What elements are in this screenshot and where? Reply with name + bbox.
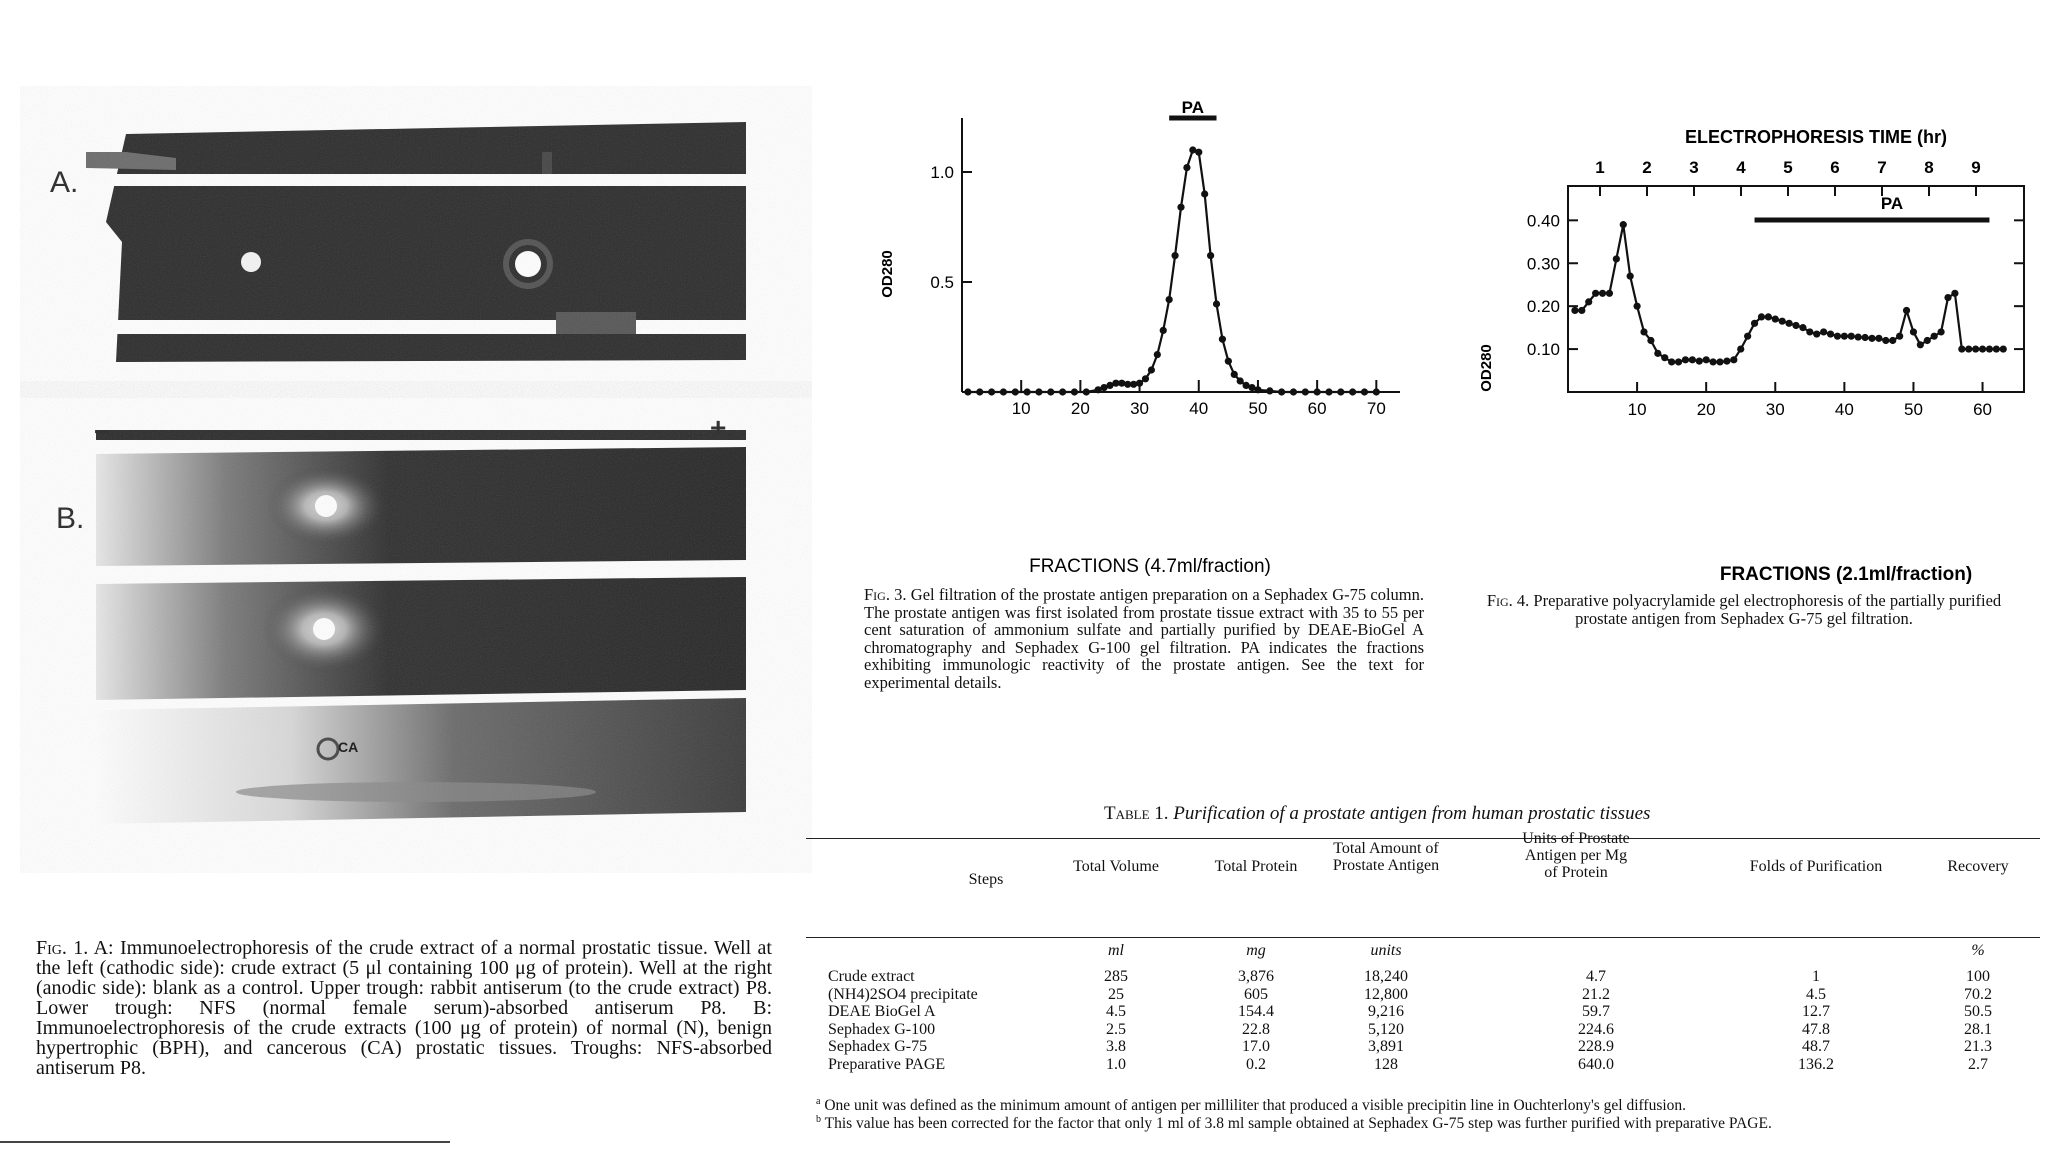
fig3-data-point [1154,351,1161,358]
fig4-data-point [1627,273,1634,280]
table-unit-cell: ml [1108,942,1124,959]
fig3-x-tick-label: 70 [1366,399,1386,418]
fig4-data-point [1723,358,1730,365]
fig3-data-point [1012,388,1019,395]
fig4-top-tick-label: 5 [1783,158,1793,177]
fig4-data-point [1799,324,1806,331]
fig3-data-point [1201,190,1208,197]
fig3-data-point [976,388,983,395]
fig4-data-point [1924,337,1931,344]
table-header-cell: Folds of Purification [1749,858,1883,875]
fig4-data-point [1792,322,1799,329]
fig4-data-point [1640,328,1647,335]
fig4-x-tick-label: 20 [1696,400,1716,419]
fig4-data-point [1841,333,1848,340]
table-cell: 18,240 [1364,968,1408,985]
table-header-cell: Total Volume [1073,858,1159,875]
fig4-y-tick-label: 0.30 [1526,254,1560,274]
fig4-data-point [1620,221,1627,228]
table-unit-cell: % [1971,942,1985,959]
table-row-step: Preparative PAGE [828,1055,946,1073]
table-cell: 9,216 [1368,1003,1404,1020]
figure-1-caption-text: A: Immunoelectrophoresis of the crude extract of a normal prostatic tissue. Well at the left (cathodic side): crude extract (5 μl containing 100 μg of protein). Well at the right (anodic side): blank as a control. Upper trough: rabbit antiserum (to the crude extract) P8. Lower trough: NFS (normal female serum)-absorbed antiserum P8. B: Immunoelectrophoresis of the crude extracts (100 μg of protein) of normal (N), benign hypertrophic (BPH), and cancerous (CA) prostatic tissues. Troughs: NFS-absorbed antiserum P8. [36,937,772,1079]
fig4-data-point [1861,334,1868,341]
table-header-cell: Total Protein [1214,858,1298,875]
fig4-data-point [1599,290,1606,297]
table-cell: 2.7 [1968,1055,1988,1073]
table-cell: 100 [1966,968,1990,985]
fig4-data-point [1965,345,1972,352]
fig4-data-point [1868,335,1875,342]
table-1-title-label: Table 1. [1104,803,1169,824]
fig3-data-point [1254,386,1261,393]
fig4-data-point [1931,333,1938,340]
table-cell: 1 [1812,968,1820,985]
fig3-data-point [1024,388,1031,395]
fig4-data-point [1668,358,1675,365]
fig4-frame [1568,186,2024,392]
fig4-data-point [1613,255,1620,262]
fig4-data-point [1730,356,1737,363]
fig3-data-point [1302,388,1309,395]
table-row-step: Sephadex G-75 [828,1038,928,1055]
figure-4-x-label: FRACTIONS (2.1ml/fraction) [1719,564,1973,585]
fig3-data-point [1136,380,1143,387]
fig3-data-point [964,388,971,395]
fig4-data-point [1827,330,1834,337]
fig4-data-point [1855,333,1862,340]
fig4-data-point [1958,345,1965,352]
figure-1-caption [36,938,772,1078]
table-cell: 3.8 [1106,1038,1126,1055]
table-row-step: Crude extract [828,968,915,985]
panel-a-gel [86,112,752,372]
fig3-data-point [1337,388,1344,395]
table-cell: 50.5 [1964,1003,1992,1020]
fig3-data-point [1219,336,1226,343]
fig3-data-point [988,388,995,395]
fig4-data-point [1785,320,1792,327]
fig4-data-point [1751,320,1758,327]
fig4-data-point [1716,358,1723,365]
fig4-data-point [1917,341,1924,348]
table-cell: 3,876 [1238,968,1274,985]
fig4-y-tick-label: 0.10 [1526,340,1560,360]
table-header-rule [806,937,2040,938]
table-cell: 0.2 [1246,1055,1266,1073]
fig4-data-point [1633,303,1640,310]
fig4-data-point [1896,333,1903,340]
fig4-data-point [1585,298,1592,305]
fig4-top-tick-label: 2 [1642,158,1652,177]
table-cell: 4.5 [1806,985,1826,1003]
fig4-data-point [1682,356,1689,363]
fig4-x-tick-label: 50 [1903,400,1923,419]
fig3-data-point [1237,377,1244,384]
figure-3-y-label: OD280 [879,250,896,298]
fig3-x-tick-label: 10 [1011,399,1031,418]
fig3-data-point [1059,388,1066,395]
fig3-data-point [1278,388,1285,395]
fig4-data-point [1806,328,1813,335]
table-cell: 2.5 [1106,1020,1126,1038]
fig4-data-point [1592,290,1599,297]
fig4-top-tick-label: 6 [1830,158,1840,177]
fig4-x-tick-label: 30 [1765,400,1785,419]
fig4-data-point [1571,307,1578,314]
figure-3-caption [864,586,1424,691]
fig4-top-tick-label: 8 [1924,158,1934,177]
fig4-top-tick-label: 3 [1689,158,1699,177]
table-cell: 128 [1374,1055,1398,1073]
table-cell: 605 [1244,985,1268,1003]
fig4-top-tick-label: 7 [1877,158,1887,177]
table-cell: 70.2 [1964,985,1992,1003]
figure-4-caption-label: Fig. 4. [1486,591,1530,610]
fig3-data-point [1166,296,1173,303]
table-cell: 1.0 [1106,1055,1126,1073]
table-row-step: (NH4)2SO4 precipitate [828,985,978,1003]
figure-4-caption-text: Preparative polyacrylamide gel electrophoresis of the partially purified prostate antigen from Sephadex G-75 gel filtration. [1533,591,2002,628]
panel-b-gel [86,422,746,832]
fig4-data-point [1654,350,1661,357]
table-cell: 3,891 [1368,1038,1404,1055]
table-top-rule [806,838,2040,839]
table-cell: 21.3 [1964,1038,1992,1055]
fig3-data-point [1035,388,1042,395]
fig3-data-point [1083,388,1090,395]
table-cell: 17.0 [1242,1038,1270,1055]
table-cell: 28.1 [1964,1020,1992,1038]
fig3-x-tick-label: 50 [1248,399,1268,418]
fig4-data-point [1689,356,1696,363]
footnote-a-text: One unit was defined as the minimum amount of antigen per milliliter that produced a visible precipitin line in Ouchterlony's gel diffusion. [824,1097,1687,1115]
table-header-cell: Steps [968,871,1004,888]
figure-4-axes [1527,158,2024,419]
fig4-data-point [1661,354,1668,361]
figure-4-marks [1571,220,2007,366]
well-label-ca: CA [338,739,359,755]
fig3-data-point [1314,388,1321,395]
fig3-data-point [1225,358,1232,365]
anode-sign: + [710,412,727,443]
fig3-y-tick-label: 1.0 [930,163,954,182]
fig4-data-point [1875,335,1882,342]
fig4-data-point [1578,307,1585,314]
fig4-data-point [1737,345,1744,352]
fig4-data-point [1910,328,1917,335]
figure-4-top-axis-title: ELECTROPHORESIS TIME (hr) [1684,127,1948,147]
fig3-data-point [1290,388,1297,395]
fig3-data-point [1000,388,1007,395]
figure-1-caption-label: Fig. 1. [36,937,89,959]
fig4-data-point [1703,356,1710,363]
table-cell: 59.7 [1582,1003,1610,1020]
fig4-y-tick-label: 0.20 [1526,297,1560,317]
fig4-data-point [1675,358,1682,365]
fig4-x-tick-label: 60 [1973,400,1993,419]
fig4-data-point [1986,345,1993,352]
table-cell: 4.5 [1106,1003,1126,1020]
table-row-step: DEAE BioGel A [828,1003,936,1020]
fig3-data-point [1231,371,1238,378]
figure-3-marks [964,118,1380,396]
fig3-data-point [1266,387,1273,394]
table-cell: 4.7 [1586,968,1606,985]
footnote-b: $^b$ This value has been corrected for the factor that only 1 ml of 3.8 ml sample obtained at Sephadex G-75 step was further purified with preparative PAGE. [816,1114,1772,1133]
fig3-data-point [1071,388,1078,395]
fig3-data-point [1148,366,1155,373]
fig4-data-point [1951,290,1958,297]
fig3-data-point [1207,252,1214,259]
fig3-y-tick-label: 0.5 [930,273,954,292]
figure-4-chart [1460,120,2048,592]
table-1-title-text: Purification of a prostate antigen from human prostatic tissues [1173,803,1651,824]
fig3-data-point [1171,252,1178,259]
figure-3-caption-label: Fig. 3. [864,585,907,604]
fig4-data-point [1696,358,1703,365]
fig3-data-point [1325,388,1332,395]
fig3-series-line [968,150,1376,392]
footnote-a: $^a$ One unit was defined as the minimum amount of antigen per milliliter that produced a visible precipitin line in Ouchterlony's gel diffusion. [816,1096,1687,1115]
fig4-data-point [1765,313,1772,320]
fig3-data-point [1213,300,1220,307]
fig4-data-point [1820,328,1827,335]
table-cell: 22.8 [1242,1020,1270,1038]
table-cell: 285 [1104,968,1128,985]
fig4-x-tick-label: 40 [1834,400,1854,419]
fig3-data-point [1373,388,1380,395]
figure-3-caption-text: Gel filtration of the prostate antigen preparation on a Sephadex G-75 column. The prostate antigen was first isolated from prostate tissue extract with 35 to 55 per cent saturation of ammonium sulfate and partially purified by DEAE-BioGel A chromatography and Sephadex G-100 gel filtration. PA indicates the fractions exhibiting immunologic reactivity of the prostate antigen. See the text for experimental details. [864,585,1425,692]
fig3-data-point [1195,149,1202,156]
figure-4-pa-label: PA [1880,194,1904,213]
fig4-data-point [1834,333,1841,340]
immunoelectrophoresis-image [86,112,746,912]
fig3-data-point [1047,388,1054,395]
fig4-data-point [1744,333,1751,340]
fig3-x-tick-label: 30 [1130,399,1150,418]
fig3-x-tick-label: 60 [1307,399,1327,418]
fig4-data-point [1979,345,1986,352]
fig4-series-line [1575,225,2003,362]
fig4-data-point [1606,290,1613,297]
fig3-x-tick-label: 20 [1070,399,1090,418]
table-unit-cell: mg [1246,942,1266,959]
table-header-cell: Total Amount of Prostate Antigen [1332,840,1440,874]
table-cell: 25 [1108,985,1124,1003]
fig3-data-point [1183,164,1190,171]
fig4-top-tick-label: 9 [1971,158,1981,177]
fig4-data-point [1647,337,1654,344]
table-cell: 224.6 [1578,1020,1614,1038]
table-unit-cell: units [1370,942,1402,959]
fig4-x-tick-label: 10 [1627,400,1647,419]
table-cell: 12,800 [1364,985,1408,1003]
figure-4-y-label: OD280 [1478,344,1495,392]
figure-3-axes [930,118,1400,418]
fig4-y-tick-label: 0.40 [1526,211,1560,231]
fig4-data-point [1709,358,1716,365]
panel-b-label: B. [56,502,85,535]
table-row-step: Sephadex G-100 [828,1020,936,1038]
fig4-data-point [1993,345,2000,352]
table-cell: 640.0 [1578,1055,1614,1073]
table-cell: 5,120 [1368,1020,1404,1038]
panel-a-label: A. [50,166,79,199]
table-cell: 12.7 [1802,1003,1830,1020]
fig4-data-point [1882,337,1889,344]
fig4-data-point [1889,337,1896,344]
fig4-top-tick-label: 1 [1595,158,1605,177]
fig4-data-point [1937,328,1944,335]
fig4-data-point [1779,318,1786,325]
fig3-data-point [1349,388,1356,395]
figure-3-x-label: FRACTIONS (4.7ml/fraction) [1029,556,1271,577]
fig3-data-point [1177,204,1184,211]
fig3-x-tick-label: 40 [1189,399,1209,418]
bottom-rule [0,1141,450,1143]
table-cell: 136.2 [1798,1055,1834,1073]
fig4-data-point [1758,313,1765,320]
table-cell: 154.4 [1238,1003,1274,1020]
figure-1-photograph [50,112,746,912]
figure-4-caption [1466,592,2022,627]
table-cell: 228.9 [1578,1038,1614,1055]
table-cell: 48.7 [1802,1038,1830,1055]
table-header-cell: Units of Prostate Antigen per Mg of Protein [1522,830,1630,881]
fig4-data-point [1903,307,1910,314]
fig4-data-point [1813,330,1820,337]
fig3-data-point [1142,375,1149,382]
fig4-top-tick-label: 4 [1736,158,1746,177]
table-header-cell: Recovery [1947,858,2009,875]
figure-3-chart [860,98,1440,588]
table-cell: 47.8 [1802,1020,1830,1038]
table-1-title [808,803,2028,825]
fig4-data-point [1972,345,1979,352]
fig3-data-point [1361,388,1368,395]
figure-3-pa-label: PA [1181,98,1205,117]
fig4-data-point [2000,345,2007,352]
fig4-data-point [1772,315,1779,322]
fig4-data-point [1848,333,1855,340]
cathode-sign: − [94,416,111,447]
fig4-data-point [1944,294,1951,301]
fig3-data-point [1160,327,1167,334]
footnote-b-text: This value has been corrected for the factor that only 1 ml of 3.8 ml sample obtained at Sephadex G-75 step was further purified with preparative PAGE. [824,1115,1772,1133]
table-cell: 21.2 [1582,985,1610,1003]
